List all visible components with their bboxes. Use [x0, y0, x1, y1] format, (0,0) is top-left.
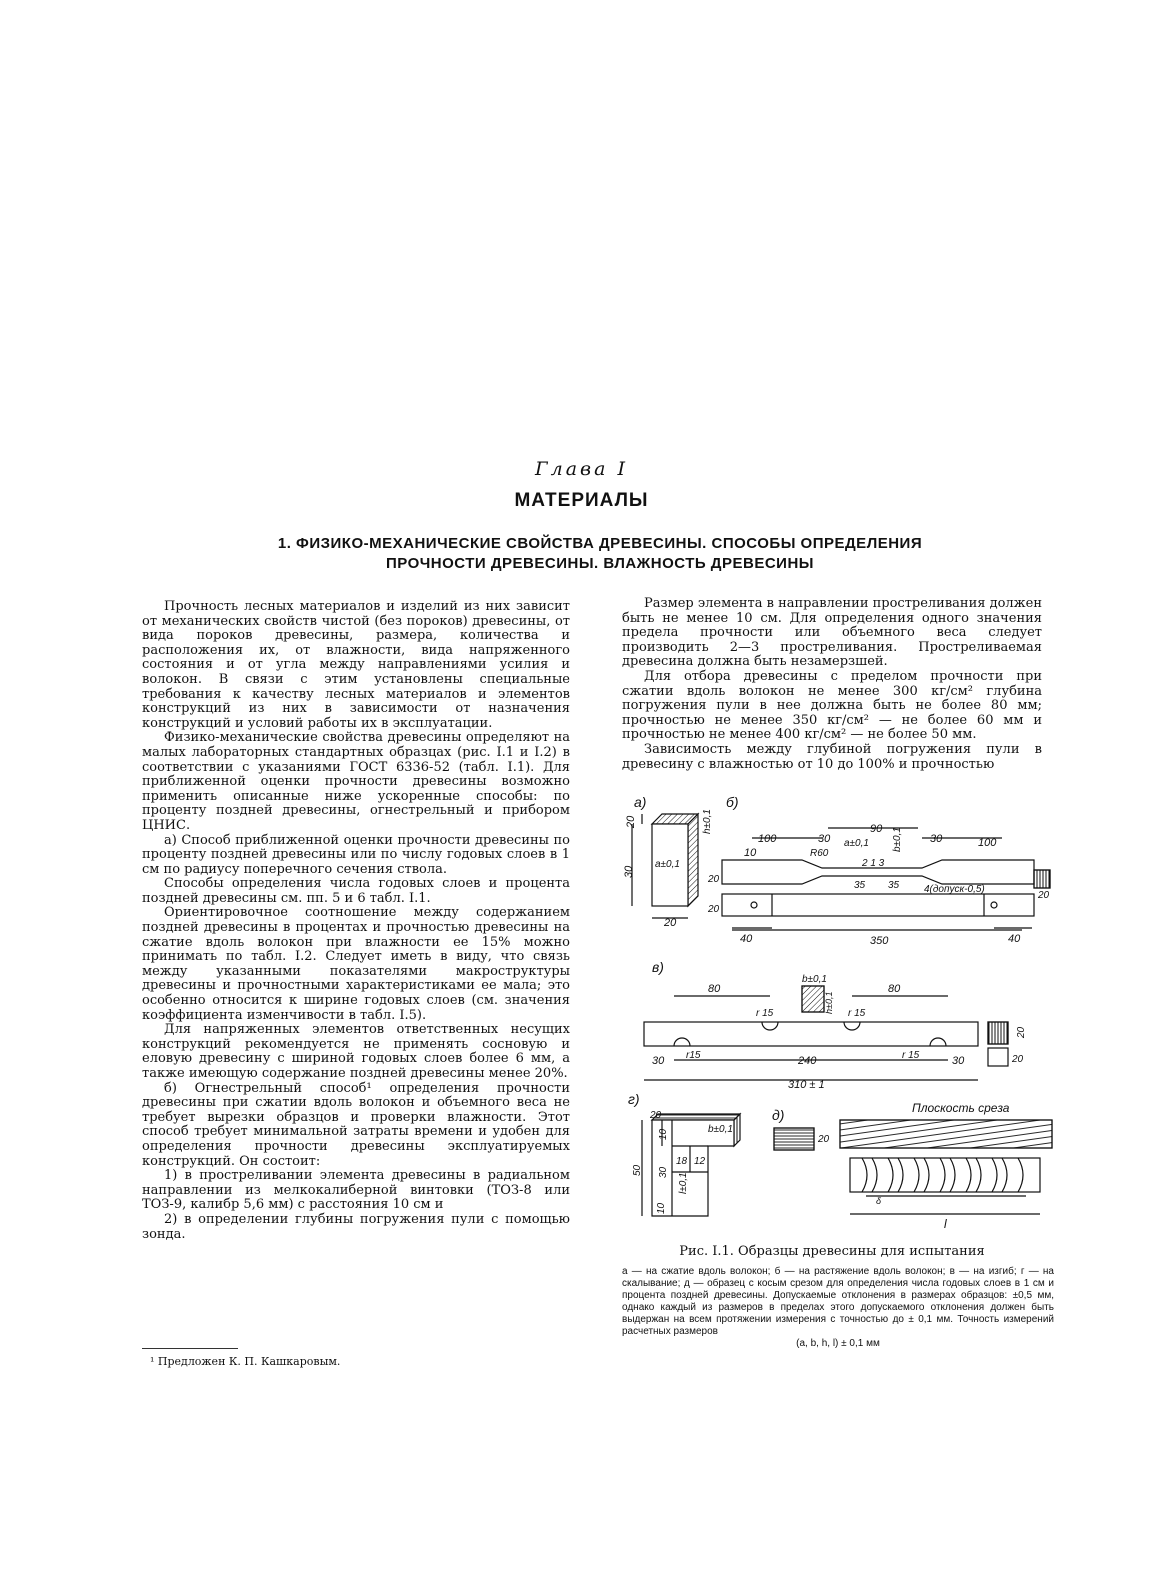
dim-b-40-right: 40 [1008, 933, 1021, 945]
dim-a-a01: a±0,1 [655, 859, 680, 870]
dim-v-r15d: r 15 [902, 1050, 920, 1061]
paragraph: Ориентировочное соотношение между содержанием поздней древесины в процентах и прочностью древесины на сжатие вдоль волокон при влажности ее 15% можно принимать по табл. I.2. Следует иметь в виду, что связь между указанными показателями макроструктуры древесины и прочностными характеристиками ее мала; это особенно относится к ширине годовых слоев (см. значения коэффициента изменчивости в табл. I.5). [142, 905, 570, 1023]
label-v: в) [652, 959, 664, 975]
dim-v-20b: 20 [1012, 1054, 1024, 1065]
dim-v-240: 240 [798, 1055, 817, 1067]
specimen-b [702, 794, 1050, 947]
dim-b-100-left: 100 [758, 833, 777, 845]
dim-d-l: l [944, 1217, 947, 1231]
paragraph: Физико-механические свойства древесины определяют на малых лабораторных стандартных образцах (рис. I.1 и I.2) в соответствии с указаниями ГОСТ 6336-52 (табл. I.1). Для приближенной оценки прочности древесины возможно применить описанные ниже ускоренные способы: по проценту поздней древесины, огнестрельный и прибором ЦНИС. [142, 730, 570, 833]
paragraph: 2) в определении глубины погружения пули с помощью зонда. [142, 1211, 570, 1242]
dim-g-12: 12 [694, 1156, 706, 1167]
dim-b-35a: 35 [854, 880, 866, 891]
dim-d-20: 20 [818, 1134, 830, 1145]
dim-v-30-right: 30 [952, 1055, 965, 1067]
dim-b-100-right: 100 [978, 837, 997, 849]
specimen-g [628, 1091, 740, 1216]
dim-v-30-left: 30 [652, 1055, 665, 1067]
specimen-d [772, 1101, 1052, 1231]
section-heading [230, 534, 970, 574]
figure-wood-specimens [622, 790, 1058, 1242]
dim-b-b01: b±0,1 [892, 827, 903, 852]
dim-v-20a: 20 [1016, 1026, 1027, 1038]
dim-b-a01: a±0,1 [844, 838, 869, 849]
footnote-divider [142, 1348, 238, 1349]
dim-v-b01: b±0,1 [802, 974, 827, 985]
dim-g-50: 50 [632, 1164, 643, 1176]
dim-b-30-left: 30 [818, 833, 831, 845]
dim-a-20: 20 [625, 815, 637, 828]
paragraph: Размер элемента в направлении простреливания должен быть не менее 10 см. Для определения одного значения предела прочности или объемного веса следует производить 2—3 простреливания. Простреливаемая древесина должна быть незамерзшей. [622, 596, 1042, 670]
dim-b-20b: 20 [708, 904, 720, 915]
section-heading-line-2: ПРОЧНОСТИ ДРЕВЕСИНЫ. ВЛАЖНОСТЬ ДРЕВЕСИНЫ [386, 555, 814, 572]
section-heading-line-1: 1. ФИЗИКО-МЕХАНИЧЕСКИЕ СВОЙСТВА ДРЕВЕСИНЫ. СПОСОБЫ ОПРЕДЕЛЕНИЯ [277, 535, 923, 552]
dim-g-20: 20 [650, 1110, 662, 1121]
specimen-a [623, 794, 698, 929]
dim-v-310: 310 ± 1 [788, 1079, 825, 1091]
paragraph: а) Способ приближенной оценки прочности древесины по проценту поздней древесины или по числу годовых слоев в 1 см по радиусу поперечного сечения ствола. [142, 832, 570, 877]
dim-b-h01: h±0,1 [702, 809, 713, 834]
paragraph: 1) в простреливании элемента древесины в радиальном направлении из мелкокалиберной винтовки (ТОЗ-8 или ТОЗ-9, калибр 5,6 мм) с расстояния 10 см и [142, 1168, 570, 1213]
left-column [142, 600, 570, 1242]
dim-b-R60: R60 [810, 848, 829, 859]
plane-label: Плоскость среза [912, 1101, 1010, 1115]
dim-g-l01: l±0,1 [678, 1172, 689, 1194]
dim-b-350: 350 [870, 935, 889, 947]
dim-v-r15a: r 15 [756, 1008, 774, 1019]
specimen-v [644, 959, 1027, 1091]
figure-legend-last-line: (a, b, h, l) ± 0,1 мм [796, 1338, 880, 1349]
dim-b-90: 90 [870, 823, 883, 835]
dim-d-delta: δ [876, 1196, 882, 1206]
dim-b-dop: 4(допуск-0,5) [924, 884, 985, 895]
dim-v-h01: h±0,1 [824, 991, 834, 1014]
dim-b-213: 2 1 3 [862, 858, 885, 869]
dim-g-b01: b±0,1 [708, 1124, 733, 1135]
dim-b-30-right: 30 [930, 833, 943, 845]
dim-g-10b: 10 [656, 1202, 667, 1214]
dim-v-80-right: 80 [888, 983, 901, 995]
dim-b-35b: 35 [888, 880, 900, 891]
label-g: г) [628, 1091, 640, 1107]
dim-g-18: 18 [676, 1156, 688, 1167]
chapter-title: МАТЕРИАЛЫ [514, 490, 649, 511]
paragraph: Для отбора древесины с пределом прочности при сжатии вдоль волокон не менее 300 кг/см² глубина погружения пули в нее должна быть не более 80 мм; прочностью не менее 350 кг/см² — не более 60 мм и прочностью не менее 400 кг/см² — не более 50 мм. [622, 668, 1042, 743]
dim-v-80-left: 80 [708, 983, 721, 995]
paragraph: Способы определения числа годовых слоев и процента поздней древесины см. пп. 5 и 6 табл. I.1. [142, 876, 570, 906]
paragraph: Прочность лесных материалов и изделий из них зависит от механических свойств чистой (без пороков) древесины, от вида пороков древесины, размера, количества и расположения их, от влажности, вида напряженного состояния и от угла между направлениями усилия и волокон. В связи с этим установлены специальные требования к качеству лесных материалов и элементов конструкций из них в зависимости от назначения конструкций и условий работы их в эксплуатации. [142, 599, 570, 731]
dim-a-30: 30 [623, 865, 635, 878]
dim-v-r15c: r15 [686, 1050, 701, 1061]
figure-legend-text: а — на сжатие вдоль волокон; б — на растяжение вдоль волокон; в — на изгиб; г — на скалывание; д — образец с косым срезом для определения числа годовых слоев в 1 см и процента поздней древесины. Допускаемые отклонения в размерах образцов: ±0,5 мм, однако каждый из размеров в пределах этого допускаемого отклонения должен быть выдержан на всем протяжении измерения с точностью до ± 0,1 мм. Точность измерений расчетных размеров [622, 1266, 1054, 1337]
footnote: ¹ Предложен К. П. Кашкаровым. [150, 1355, 341, 1368]
dim-g-10: 10 [658, 1128, 669, 1140]
dim-b-20-end: 20 [1038, 890, 1050, 901]
figure-caption: Рис. I.1. Образцы древесины для испытания [679, 1244, 985, 1259]
dim-g-30: 30 [658, 1166, 669, 1178]
label-d: д) [772, 1107, 785, 1123]
dim-b-10: 10 [744, 847, 757, 859]
dim-b-20a: 20 [708, 874, 720, 885]
figure-legend [622, 1266, 1054, 1350]
paragraph: Зависимость между глубиной погружения пули в древесину с влажностью от 10 до 100% и прочностью [622, 741, 1042, 772]
chapter-label: Глава I [535, 458, 628, 480]
dim-v-r15b: r 15 [848, 1008, 866, 1019]
paragraph: Для напряженных элементов ответственных несущих конструкций рекомендуется не применять сосновую и еловую древесину с шириной годовых слоев более 6 мм, а также имеющую содержание поздней древесины менее 20%. [142, 1022, 570, 1081]
right-column [622, 597, 1042, 772]
dim-b-40-left: 40 [740, 933, 753, 945]
paragraph: б) Огнестрельный способ¹ определения прочности древесины при сжатии вдоль волокон и объемного веса не требует вырезки образцов и проверки влажности. Этот способ требует минимальной затраты времени и удобен для определения прочности древесины эксплуатируемых конструкций. Он состоит: [142, 1080, 570, 1169]
label-b: б) [726, 794, 739, 810]
dim-a-width: 20 [664, 917, 677, 929]
label-a: а) [634, 794, 647, 810]
